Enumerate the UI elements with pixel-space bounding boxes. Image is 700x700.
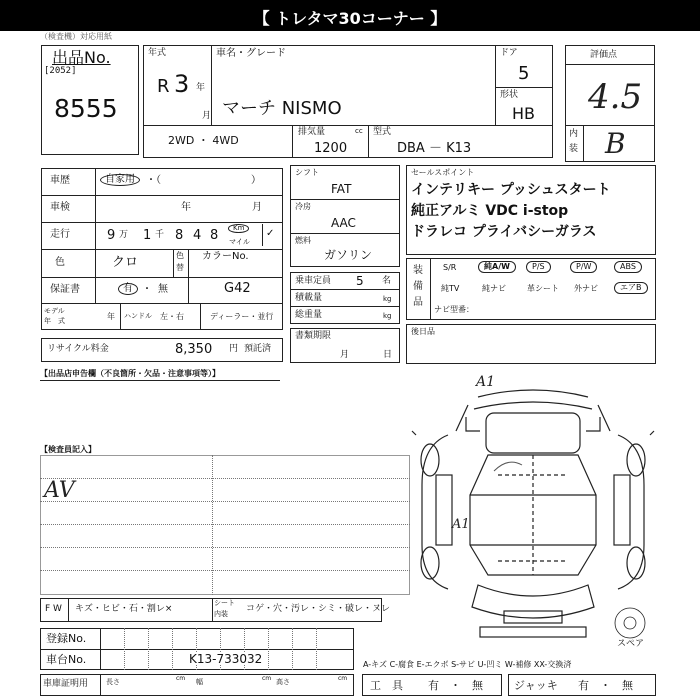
weight-label: 総重量 [295,310,323,320]
year-label: 年式 [148,48,167,58]
mileage-unit-mile: マイル [229,238,250,246]
year-value: 3 [174,70,190,98]
model-year-label-1: モデル [44,307,65,315]
seat-text: コゲ・穴・汚レ・シミ・破レ・ヌレ [246,604,391,614]
color-change-2: 替 [176,263,184,272]
mileage-u1: 万 [119,230,129,240]
recycle-unit: 円 [229,344,239,354]
diagram-mark-front: A1 [476,374,496,390]
name-value: マーチ NISMO [222,98,342,119]
fuel-label: 燃料 [295,236,311,245]
doc-expiry-day: 日 [383,350,393,360]
year-month-unit: 月 [202,111,212,121]
model-value: DBA － K13 [397,141,472,156]
history-selected: 自家用 [100,174,140,186]
warranty-no: 無 [158,284,168,295]
load-unit: kg [383,295,392,303]
diagram-front-bumper [478,390,588,397]
mileage-d1: 9 [107,228,116,243]
jack-value: 有 ・ 無 [578,679,633,692]
score-value: 4.5 [588,77,643,117]
cert-length: 長さ [106,678,120,686]
lot-code: [2052] [44,66,77,76]
equipment-label-3: 品 [413,297,423,308]
year-era: R [157,76,170,97]
name-label: 車名・グレード [216,48,286,59]
sales-point-line-3: ドラレコ プライバシーガラス [411,224,597,240]
equipment-label-1: 装 [413,265,423,276]
displacement-unit: cc [355,127,363,135]
model-year-year: 年 [107,312,115,321]
recycle-label: リサイクル料金 [47,344,109,354]
car-damage-diagram [408,375,658,655]
load-label: 積載量 [295,293,323,303]
year-unit: 年 [196,83,206,93]
damage-legend: A-キズ C-腐食 E-エクボ S-サビ U-凹ミ W-補修 XX-交換済 [363,660,572,669]
diagram-body-left [422,435,448,589]
mileage-d5: 8 [210,228,219,243]
mileage-check: ✓ [266,228,275,239]
warranty-label: 保証書 [50,284,80,295]
inspector-label: 【検査員記入】 [40,445,96,454]
equip-alloy: 純A/W [478,261,516,273]
inspection-label: 車検 [50,202,70,213]
inspection-year: 年 [181,202,191,213]
aircon-label: 冷房 [295,202,311,211]
displacement-label: 排気量 [298,127,326,137]
handle-value: 左・右 [160,312,184,321]
equipment-label-2: 備 [413,281,423,292]
cert-cm-1: cm [176,675,186,682]
recycle-status: 預託済 [244,344,272,354]
top-note: （検査機）対応用紙 [40,32,112,41]
color-label: 色 [55,257,65,268]
cert-cm-2: cm [262,675,272,682]
interior-value: B [605,127,626,160]
inspector-area [40,455,410,595]
diagram-spare-label: スペア [617,639,645,649]
color-code-label: カラーNo. [202,251,249,262]
equip-pw: P/W [570,261,597,273]
diagram-body-right [618,435,644,589]
header-title: 【 トレタマ30コーナー 】 [253,9,447,28]
handle-label: ハンドル [124,312,152,320]
inspection-month: 月 [252,202,262,213]
interior-label-1: 内 [569,129,579,139]
equip-abs: ABS [614,261,642,273]
drive-value: 2WD ・ 4WD [168,134,239,147]
equip-airbag: エアB [614,282,648,294]
mileage-d2: 1 [143,228,152,243]
equip-leather: 革シート [527,284,559,293]
navi-model-label: ナビ型番： [434,305,474,314]
model-year-label-2: 年 式 [44,317,65,325]
cert-height: 高さ [276,678,290,686]
diagram-hood [486,413,580,453]
shape-value: HB [512,104,536,123]
equip-ps: P/S [526,261,551,273]
equip-tv: 純TV [441,284,460,293]
sales-point-line-1: インテリキー プッシュスタート [411,182,611,198]
score-label: 評価点 [590,50,618,60]
mileage-d3: 8 [175,228,184,243]
model-label: 型式 [373,127,392,137]
fw-label: F W [45,604,62,614]
shape-label: 形状 [500,90,519,100]
displacement-value: 1200 [314,141,348,156]
color-change-1: 色 [176,251,184,260]
seat-label-2: 内装 [214,610,228,618]
color-value: クロ [112,255,139,270]
registration-label: 登録No. [46,632,87,645]
cert-cm-3: cm [338,675,348,682]
mileage-unit-km: Km [228,224,249,233]
tools-value: 有 ・ 無 [428,679,483,692]
diagram-rear [472,585,594,618]
shift-value: FAT [331,182,352,196]
color-code: G42 [224,281,251,296]
aircon-value: AAC [331,216,356,230]
vehicle-cert-label: 車庫証明用 [43,679,89,689]
tools-label: 工 具 [370,679,403,692]
seller-notes-label: 【出品店申告欄（不良箇所・欠品・注意事項等）】 [40,369,220,378]
capacity-unit: 名 [382,276,392,286]
chassis-label: 車台No. [46,653,87,666]
weight-unit: kg [383,312,392,320]
mileage-d4: 4 [193,228,202,243]
equip-ext-navi: 外ナビ [574,284,598,293]
chassis-value: K13-733032 [186,653,265,665]
lot-label: 出品No. [52,48,111,67]
history-rest: ・（ ） [146,175,261,186]
seat-label-1: シート [214,599,235,607]
equip-navi: 純ナビ [482,284,506,293]
interior-label-2: 装 [569,144,579,154]
mileage-label: 走行 [50,229,70,240]
doc-expiry-label: 書類期限 [295,331,332,341]
fw-text: キズ・ヒビ・石・割レ× [75,604,173,614]
cert-width: 幅 [196,678,203,686]
shift-label: シフト [295,168,319,177]
diagram-mark-side: A1 [452,517,470,532]
doors-label: ドア [500,48,518,58]
doc-expiry-month: 月 [340,350,350,360]
jack-label: ジャッキ [514,679,558,692]
capacity-value: 5 [356,274,364,288]
recycle-value: 8,350 [175,342,213,357]
later-items-label: 後日品 [411,327,435,336]
inspector-note: AV [44,478,75,503]
dealer-label: ディーラー・並行 [210,312,274,321]
history-label: 車歴 [50,175,70,186]
diagram-spare-tire [615,608,645,638]
sales-points-label: セールスポイント [411,168,475,177]
later-items-box [406,324,656,364]
equip-sr: S/R [443,263,457,272]
mileage-u2: 千 [155,230,165,240]
sales-point-line-2: 純正アルミ VDC i-stop [411,203,569,219]
lot-number: 8555 [54,94,118,123]
warranty-sep: ・ [142,284,152,295]
doors-value: 5 [518,63,530,84]
warranty-yes: 有 [118,283,138,295]
fuel-value: ガソリン [324,248,373,262]
capacity-label: 乗車定員 [295,276,332,286]
